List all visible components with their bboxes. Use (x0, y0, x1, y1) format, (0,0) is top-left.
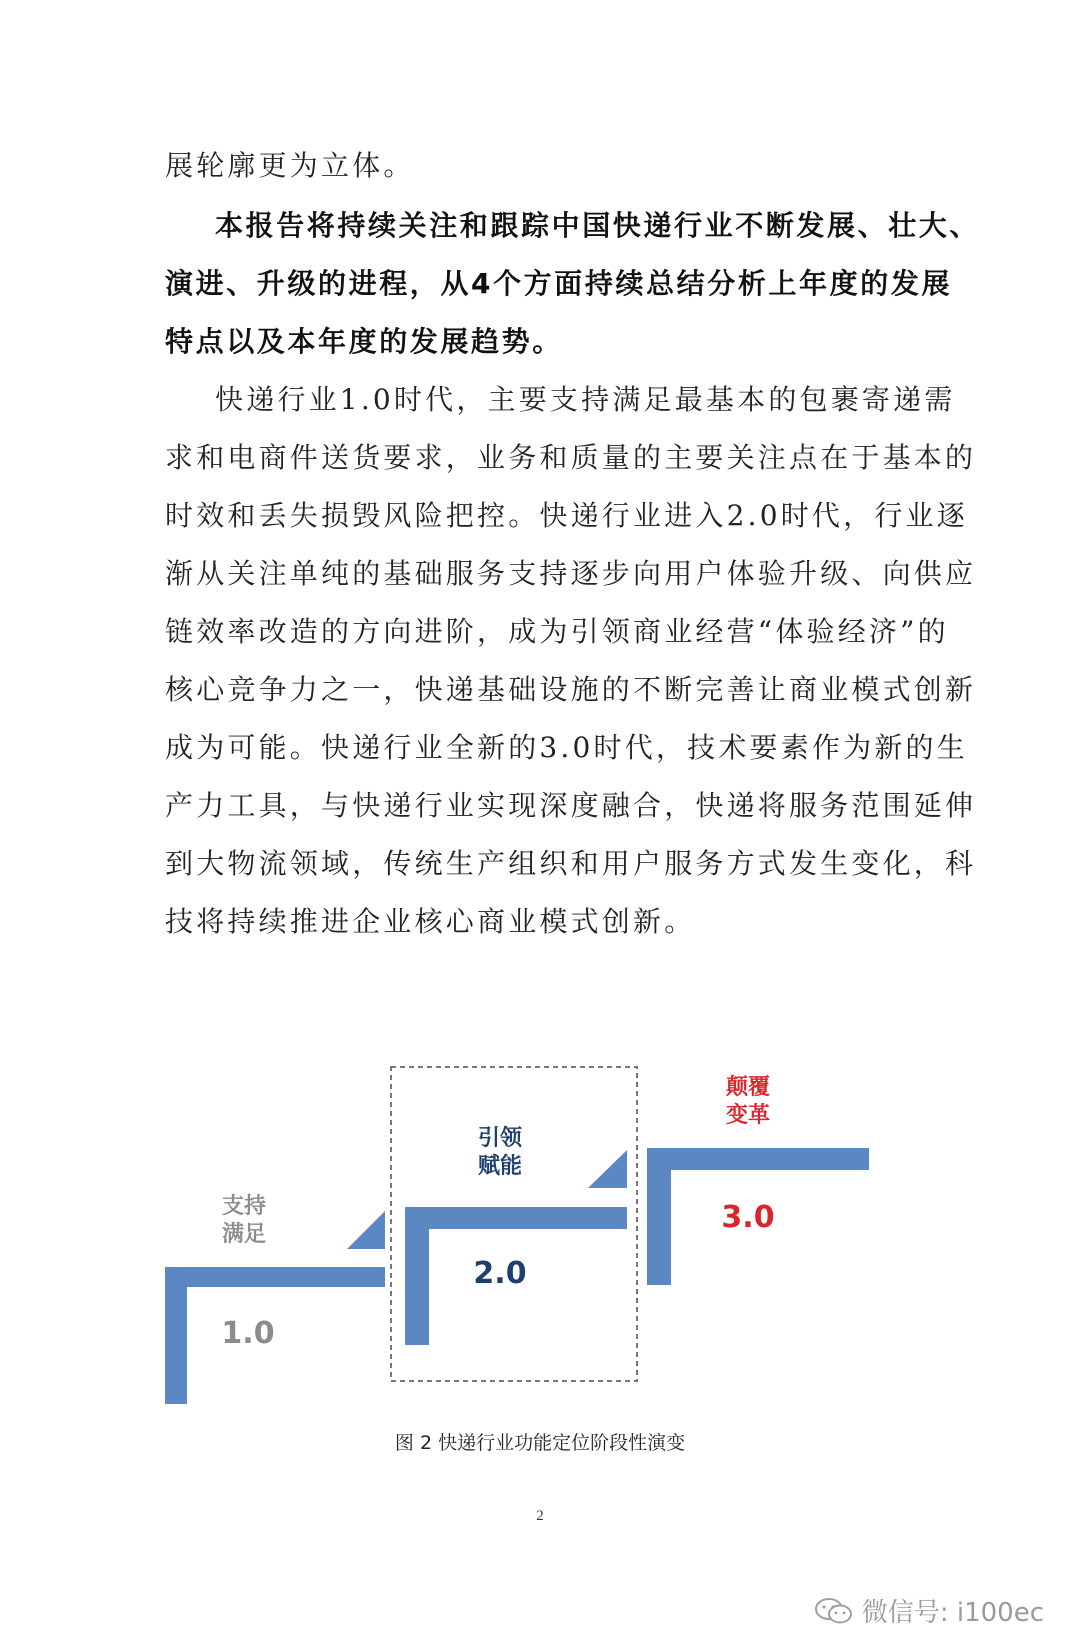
stage-2-arrow (588, 1150, 627, 1188)
stage-1-label-1: 支持 (221, 1194, 267, 1219)
stage-2-step-top (405, 1207, 627, 1229)
line-2: 本报告将持续关注和跟踪中国快递行业不断发展、壮大、 (215, 209, 981, 242)
stage-3-step-top (647, 1148, 869, 1170)
line-13: 到大物流领域，传统生产组织和用户服务方式发生变化，科 (165, 847, 977, 880)
stage-1-step-side (165, 1267, 187, 1404)
wechat-watermark (814, 1592, 1044, 1629)
stage-2-step-side (405, 1207, 429, 1345)
figure-caption: 图 2 快递行业功能定位阶段性演变 (394, 1432, 686, 1454)
wechat-icon (814, 1597, 854, 1625)
line-1: 展轮廓更为立体。 (165, 149, 415, 182)
watermark-text: 微信号: i100ec (861, 1598, 1044, 1628)
line-14: 技将持续推进企业核心商业模式创新。 (165, 905, 696, 938)
line-8: 渐从关注单纯的基础服务支持逐步向用户体验升级、向供应 (165, 557, 977, 590)
stage-3-label-2: 变革 (725, 1103, 771, 1128)
stage-1-step-top (165, 1267, 385, 1287)
line-10: 核心竞争力之一，快递基础设施的不断完善让商业模式创新 (165, 673, 977, 706)
line-9: 链效率改造的方向进阶，成为引领商业经营“体验经济”的 (165, 615, 949, 648)
line-5: 快递行业1.0时代，主要支持满足最基本的包裹寄递需 (215, 383, 956, 416)
line-7: 时效和丢失损毁风险把控。快递行业进入2.0时代，行业逐 (165, 499, 968, 532)
stage-2-version: 2.0 (473, 1256, 527, 1291)
stage-3-step-side (647, 1148, 671, 1285)
line-11: 成为可能。快递行业全新的3.0时代，技术要素作为新的生 (165, 731, 968, 764)
stage-2-label-1: 引领 (477, 1126, 523, 1151)
line-3: 演进、升级的进程，从4个方面持续总结分析上年度的发展 (165, 267, 953, 300)
page-number: 2 (536, 1508, 544, 1524)
stage-3-version: 3.0 (721, 1200, 775, 1235)
stage-2-label-2: 赋能 (477, 1154, 523, 1179)
stage-1-version: 1.0 (221, 1316, 275, 1351)
line-12: 产力工具，与快递行业实现深度融合，快递将服务范围延伸 (165, 789, 977, 822)
stage-1-arrow (347, 1211, 385, 1249)
stage-1-label-2: 满足 (221, 1222, 267, 1247)
line-6: 求和电商件送货要求，业务和质量的主要关注点在于基本的 (165, 441, 977, 474)
stage-3-label-1: 颠覆 (725, 1075, 771, 1100)
line-4: 特点以及本年度的发展趋势。 (165, 325, 563, 358)
